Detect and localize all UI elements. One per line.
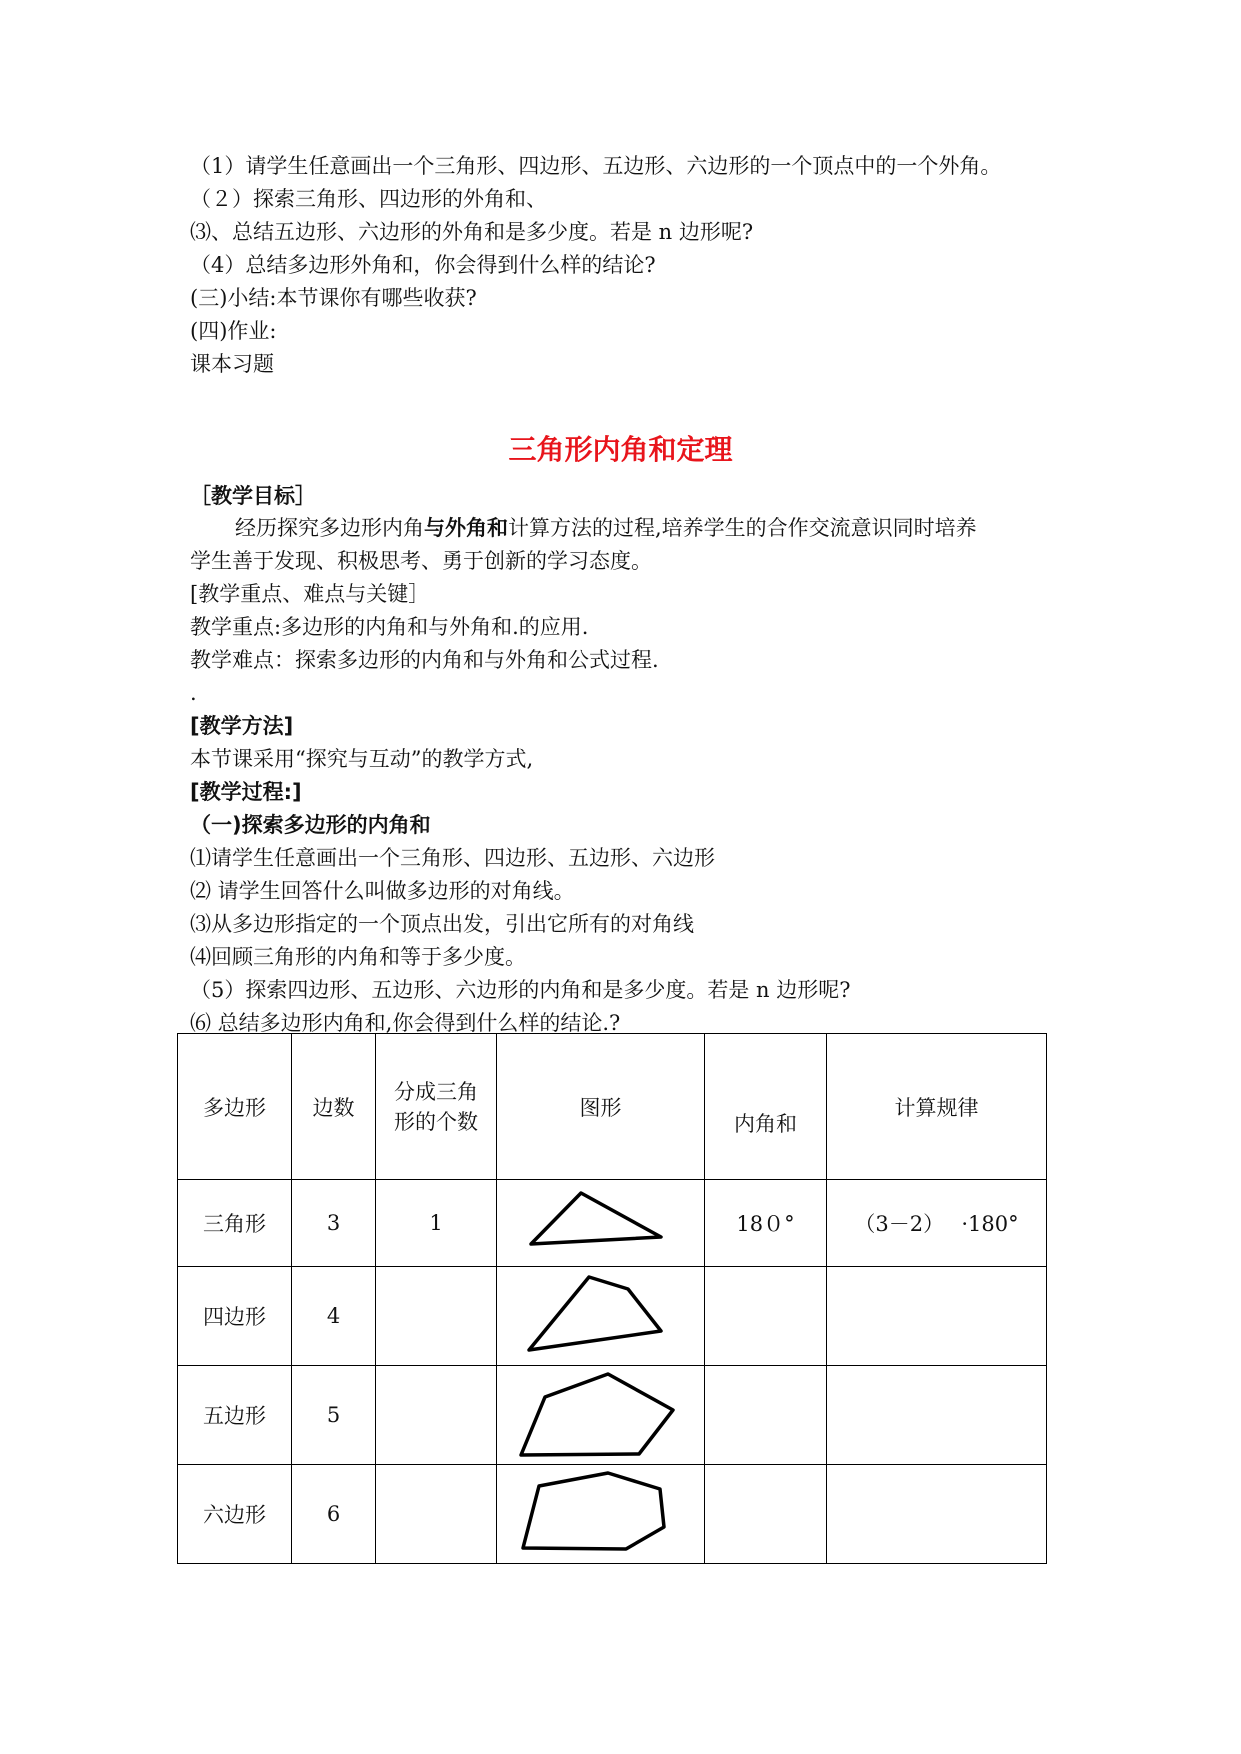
header-angle-sum [705,1034,827,1180]
polygon-name: 四边形 [178,1267,292,1366]
side-count: 3 [292,1180,376,1267]
header-triangle-count-line1: 分成三角 [394,1079,478,1104]
exterior-angle-item-1: （1）请学生任意画出一个三角形、四边形、五边形、六边形的一个顶点中的一个外角。 [190,154,1002,178]
calculation-rule: （3－2） ·180° [827,1180,1047,1267]
figure-cell [497,1465,705,1564]
process-heading: [教学过程:] [190,780,302,804]
header-polygon: 多边形 [178,1034,292,1180]
side-count: 5 [292,1366,376,1465]
table-row [178,1465,1047,1564]
stray-dot: . [190,681,197,705]
polygon-name: 三角形 [178,1180,292,1267]
teaching-focus: 教学重点:多边形的内角和与外角和.的应用. [190,615,589,639]
angle-sum: 18０° [705,1180,827,1267]
process-step-5: （5）探索四边形、五边形、六边形的内角和是多少度。若是 n 边形呢? [190,978,851,1002]
figure-cell [497,1366,705,1465]
header-figure: 图形 [497,1034,705,1180]
triangle-count [376,1267,497,1366]
exterior-angle-item-3: ⑶、总结五边形、六边形的外角和是多少度。若是 n 边形呢? [190,220,754,244]
calculation-rule [827,1267,1047,1366]
goals-text-a: 经历探究多边形内角 [235,516,424,540]
angle-sum [705,1465,827,1564]
process-step-4: ⑷回顾三角形的内角和等于多少度。 [190,945,526,969]
header-angle-sum-label: 内角和 [734,1111,797,1136]
process-step-2: ⑵ 请学生回答什么叫做多边形的对角线。 [190,879,575,903]
goals-text-line1 [235,514,977,542]
polygon-name: 六边形 [178,1465,292,1564]
goals-text-line2: 学生善于发现、积极思考、勇于创新的学习态度。 [190,549,652,573]
goals-heading: ［教学目标］ [190,484,316,508]
polygon-angle-table [177,1033,1047,1564]
process-step-6: ⑹ 总结多边形内角和,你会得到什么样的结论.? [190,1011,621,1035]
goals-text-bold: 与外角和 [424,516,508,540]
homework-heading: (四)作业: [190,319,277,343]
page-title: 三角形内角和定理 [508,433,733,466]
header-triangle-count [376,1034,497,1180]
table-row [178,1180,1047,1267]
teaching-difficulty: 教学难点：探索多边形的内角和与外角和公式过程. [190,648,659,672]
process-subheading: （一)探索多边形的内角和 [190,813,431,837]
keypoints-heading: [教学重点、难点与关键］ [190,582,430,606]
exterior-angle-item-2: （２）探索三角形、四边形的外角和、 [190,187,547,211]
side-count: 6 [292,1465,376,1564]
pentagon-shape-icon [511,1369,691,1461]
calculation-rule [827,1366,1047,1465]
polygon-name: 五边形 [178,1366,292,1465]
process-step-3: ⑶从多边形指定的一个顶点出发，引出它所有的对角线 [190,912,694,936]
quadrilateral-shape-icon [511,1270,691,1362]
side-count: 4 [292,1267,376,1366]
calculation-rule [827,1465,1047,1564]
table-row [178,1267,1047,1366]
goals-text-b: 计算方法的过程,培养学生的合作交流意识同时培养 [508,516,977,540]
table-row [178,1366,1047,1465]
figure-cell [497,1267,705,1366]
header-rule: 计算规律 [827,1034,1047,1180]
method-text: 本节课采用“探究与互动”的教学方式, [190,747,534,771]
triangle-count: 1 [376,1180,497,1267]
hexagon-shape-icon [511,1468,691,1560]
method-heading: [教学方法] [190,714,294,738]
table-header-row [178,1034,1047,1180]
figure-cell [497,1180,705,1267]
homework-text: 课本习题 [190,352,274,376]
triangle-count [376,1465,497,1564]
header-sides: 边数 [292,1034,376,1180]
angle-sum [705,1366,827,1465]
header-triangle-count-line2: 形的个数 [394,1109,478,1134]
angle-sum [705,1267,827,1366]
summary-line: (三)小结:本节课你有哪些收获? [190,286,477,310]
exterior-angle-item-4: （4）总结多边形外角和，你会得到什么样的结论? [190,253,656,277]
triangle-shape-icon [511,1184,691,1262]
triangle-count [376,1366,497,1465]
process-step-1: ⑴请学生任意画出一个三角形、四边形、五边形、六边形 [190,846,715,870]
